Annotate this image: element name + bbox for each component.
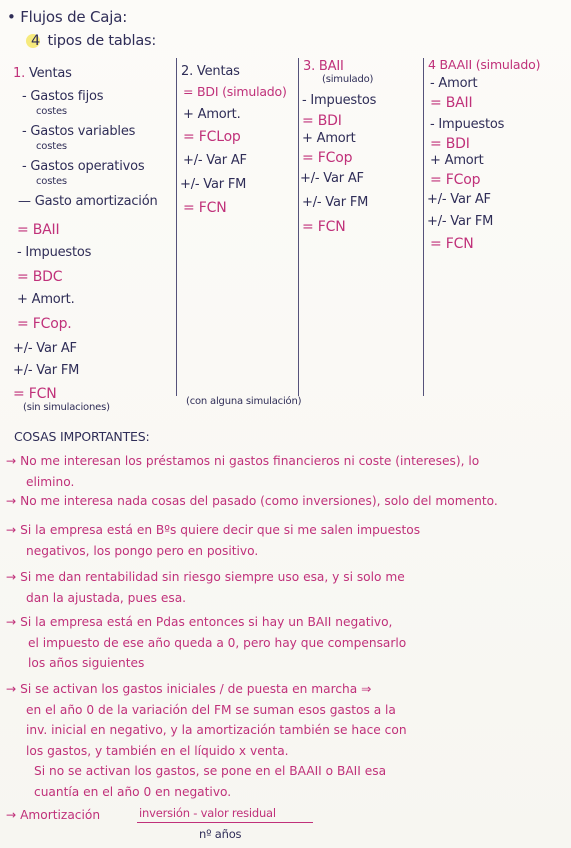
subtitle-text: tipos de tablas: <box>47 33 157 49</box>
col4-line: - Amort <box>430 76 478 91</box>
col1-line: + Amort. <box>17 292 75 307</box>
note-6: → Si se activan los gastos iniciales / de puesta en marcha ⇒ en el año 0 de la variación del FM se suman esos gastos a la inv. inicial en negativo, y la amortización también se hace con los gastos, y también en el líquido x venta. Si no se activan los gastos, se pone en el BAAII o BAII esa cuantía en el año 0 en negativo. <box>6 682 407 799</box>
col1-line: - Gastos operativos <box>22 159 145 174</box>
notes-heading: COSAS IMPORTANTES: <box>14 429 150 444</box>
formula-numerator: inversión - valor residual <box>139 806 276 820</box>
col1-footer: (sin simulaciones) <box>23 402 110 413</box>
col2-line: +/- Var AF <box>183 153 247 168</box>
note-3: → Si la empresa está en Bºs quiere decir que si me salen impuestos negativos, los pongo pero en positivo. <box>6 523 421 558</box>
arrow-icon: → <box>6 808 17 822</box>
col1-line: - Gastos fijos <box>22 89 104 104</box>
col3-line: = FCop <box>302 150 353 166</box>
formula-denominator: nº años <box>199 827 242 841</box>
col2-line: = FCN <box>183 200 227 216</box>
col2-heading: 2. Ventas <box>181 64 240 79</box>
col4-line: +/- Var AF <box>427 192 491 207</box>
formula-label: → Amortización <box>6 808 101 822</box>
arrow-icon: → <box>6 615 17 629</box>
bullet-icon: • <box>7 8 16 26</box>
col1-line: = BDC <box>17 269 63 285</box>
subtitle-number: 4 <box>28 33 43 49</box>
column-divider-2 <box>298 58 299 396</box>
col3-line: = BDI <box>302 113 342 129</box>
col1-line: = FCop. <box>17 316 72 332</box>
col3-line: +/- Var FM <box>302 195 369 210</box>
col3-line: + Amort <box>302 131 356 146</box>
col1-line: — Gasto amortización <box>18 194 158 209</box>
col2-line: + Amort. <box>183 107 241 122</box>
col3-line: = FCN <box>302 219 346 235</box>
col4-line: = BDI <box>430 136 470 152</box>
col3-subheading: (simulado) <box>322 74 374 85</box>
col4-line: = FCN <box>430 236 474 252</box>
col1-line: - Impuestos <box>17 245 92 260</box>
col1-line: = BAII <box>17 222 60 238</box>
col4-line: = BAII <box>430 95 473 111</box>
note-4: → Si me dan rentabilidad sin riesgo siempre uso esa, y si solo me dan la ajustada, pues esa. <box>6 570 405 605</box>
note-2: → No me interesa nada cosas del pasado (como inversiones), solo del momento. <box>6 494 498 508</box>
col4-heading: 4 BAAII (simulado) <box>428 57 541 72</box>
col1-line: costes <box>36 176 67 187</box>
col2-line: = FCLop <box>183 129 241 145</box>
arrow-icon: → <box>6 454 17 468</box>
col1-line: costes <box>36 106 67 117</box>
col3-line: - Impuestos <box>302 93 377 108</box>
col2-line: +/- Var FM <box>180 177 247 192</box>
page-title: • Flujos de Caja: <box>7 8 128 26</box>
fraction-bar <box>137 822 313 823</box>
col1-line: costes <box>36 141 67 152</box>
col3-heading: 3. BAII <box>303 59 344 74</box>
col2-line: = BDI (simulado) <box>183 84 287 99</box>
col1-line: = FCN <box>13 386 57 402</box>
col1-heading: 1. Ventas <box>13 66 72 81</box>
arrow-icon: → <box>6 494 17 508</box>
arrow-icon: → <box>6 523 17 537</box>
col1-line: +/- Var AF <box>13 341 77 356</box>
col4-line: + Amort <box>430 153 484 168</box>
arrow-icon: → <box>6 570 17 584</box>
col1-line: +/- Var FM <box>13 363 80 378</box>
column-divider-3 <box>423 58 424 396</box>
col4-line: +/- Var FM <box>427 214 494 229</box>
note-1: → No me interesan los préstamos ni gastos financieros ni coste (intereses), lo elimino. <box>6 454 480 489</box>
col4-line: - Impuestos <box>430 117 505 132</box>
arrow-icon: → <box>6 682 17 696</box>
col3-line: +/- Var AF <box>300 171 364 186</box>
column-divider-1 <box>176 58 177 396</box>
col1-line: - Gastos variables <box>22 124 136 139</box>
col4-line: = FCop <box>430 172 481 188</box>
subtitle <box>28 33 156 49</box>
col2-footer: (con alguna simulación) <box>186 396 302 407</box>
note-5: → Si la empresa está en Pdas entonces si hay un BAII negativo, el impuesto de ese año queda a 0, pero hay que compensarlo los años siguientes <box>6 615 407 670</box>
